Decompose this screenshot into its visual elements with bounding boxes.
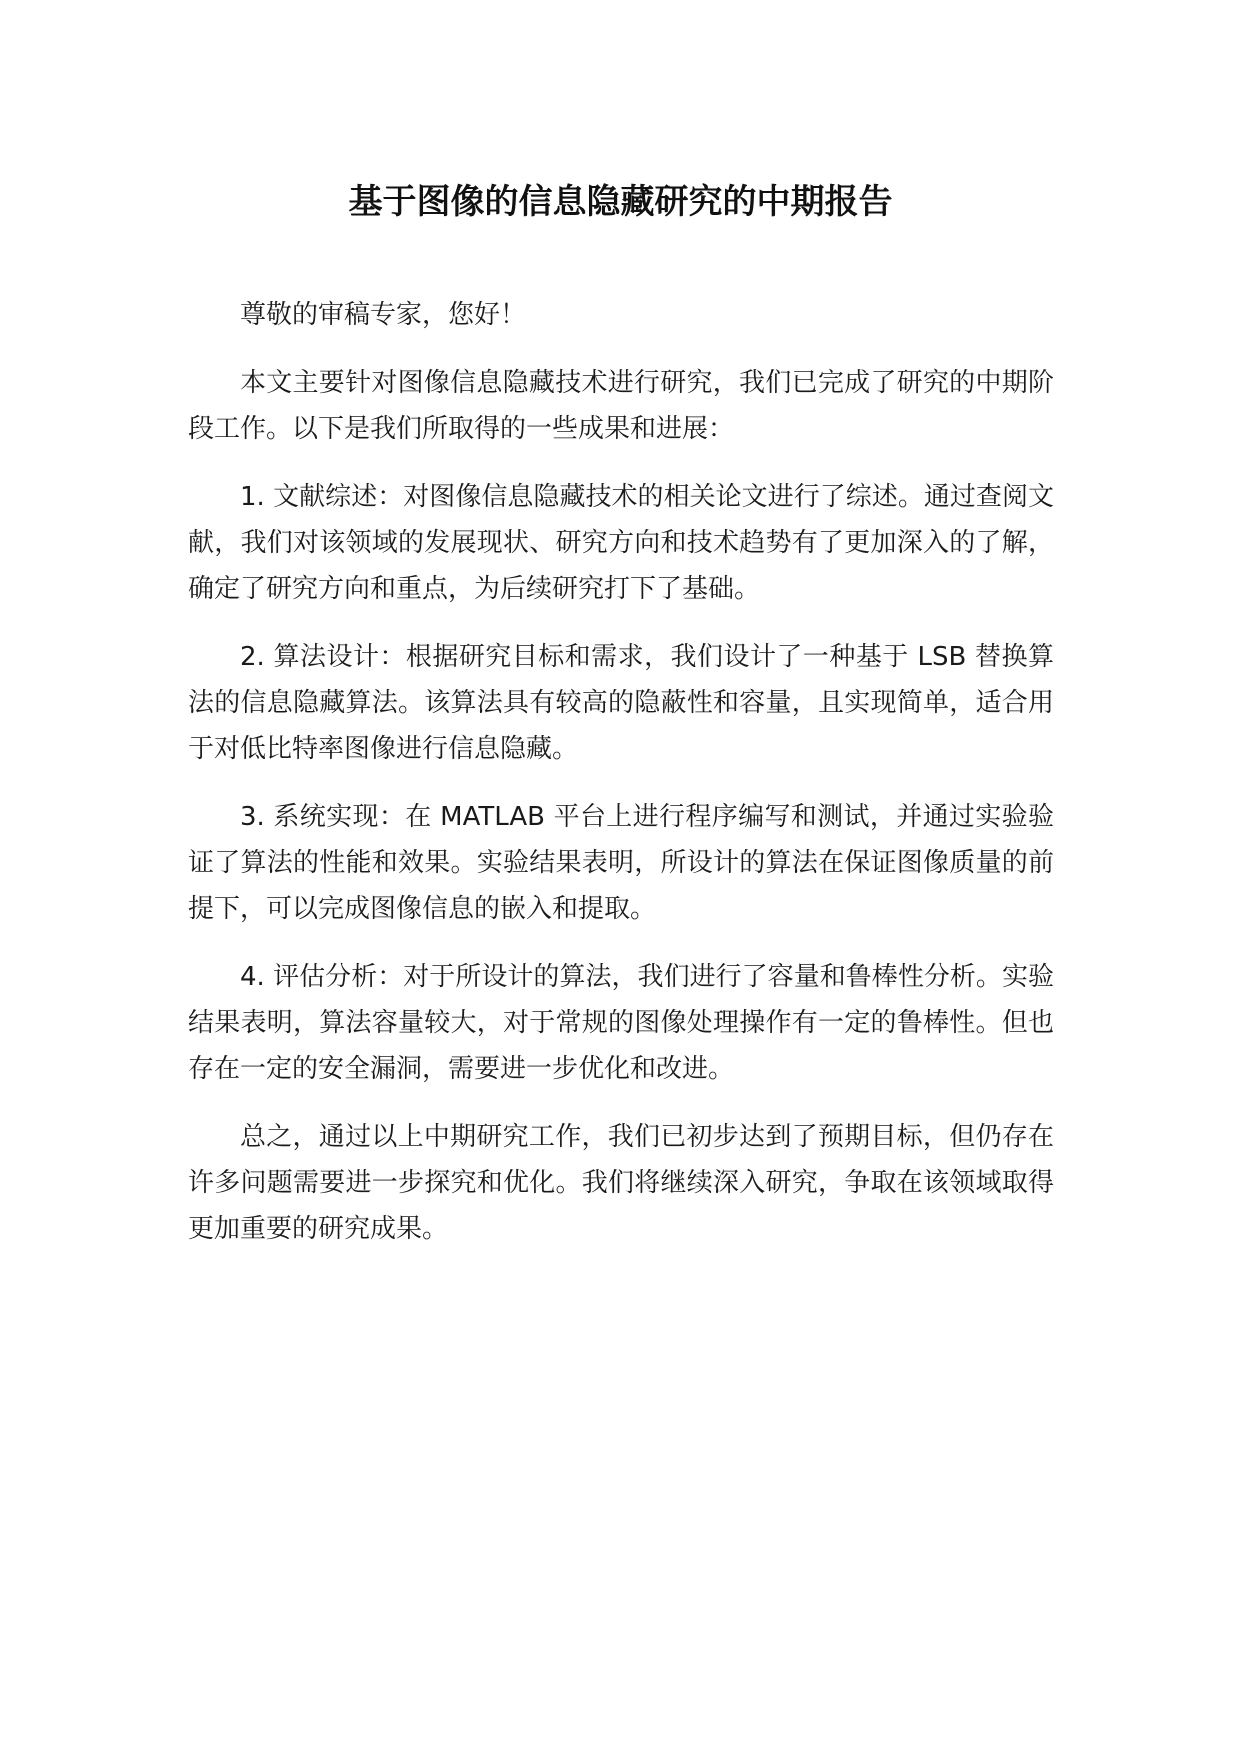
conclusion-paragraph: 总之，通过以上中期研究工作，我们已初步达到了预期目标，但仍存在许多问题需要进一步探究和优化。我们将继续深入研究，争取在该领域取得更加重要的研究成果。 [188,1122,1054,1244]
document-body [188,292,1054,1274]
document-title: 基于图像的信息隐藏研究的中期报告 [348,182,893,222]
algorithm-design-paragraph: 2. 算法设计：根据研究目标和需求，我们设计了一种基于 LSB 替换算法的信息隐藏算法。该算法具有较高的隐蔽性和容量，且实现简单，适合用于对低比特率图像进行信息隐藏。 [188,642,1054,764]
greeting-paragraph: 尊敬的审稿专家，您好！ [240,300,527,330]
literature-review-paragraph: 1. 文献综述：对图像信息隐藏技术的相关论文进行了综述。通过查阅文献，我们对该领域的发展现状、研究方向和技术趋势有了更加深入的了解，确定了研究方向和重点，为后续研究打下了基础。 [188,482,1054,604]
system-implementation-paragraph: 3. 系统实现：在 MATLAB 平台上进行程序编写和测试，并通过实验验证了算法的性能和效果。实验结果表明，所设计的算法在保证图像质量的前提下，可以完成图像信息的嵌入和提取。 [188,802,1054,924]
intro-paragraph: 本文主要针对图像信息隐藏技术进行研究，我们已完成了研究的中期阶段工作。以下是我们所取得的一些成果和进展： [188,368,1054,444]
evaluation-analysis-paragraph: 4. 评估分析：对于所设计的算法，我们进行了容量和鲁棒性分析。实验结果表明，算法容量较大，对于常规的图像处理操作有一定的鲁棒性。但也存在一定的安全漏洞，需要进一步优化和改进。 [188,962,1054,1084]
